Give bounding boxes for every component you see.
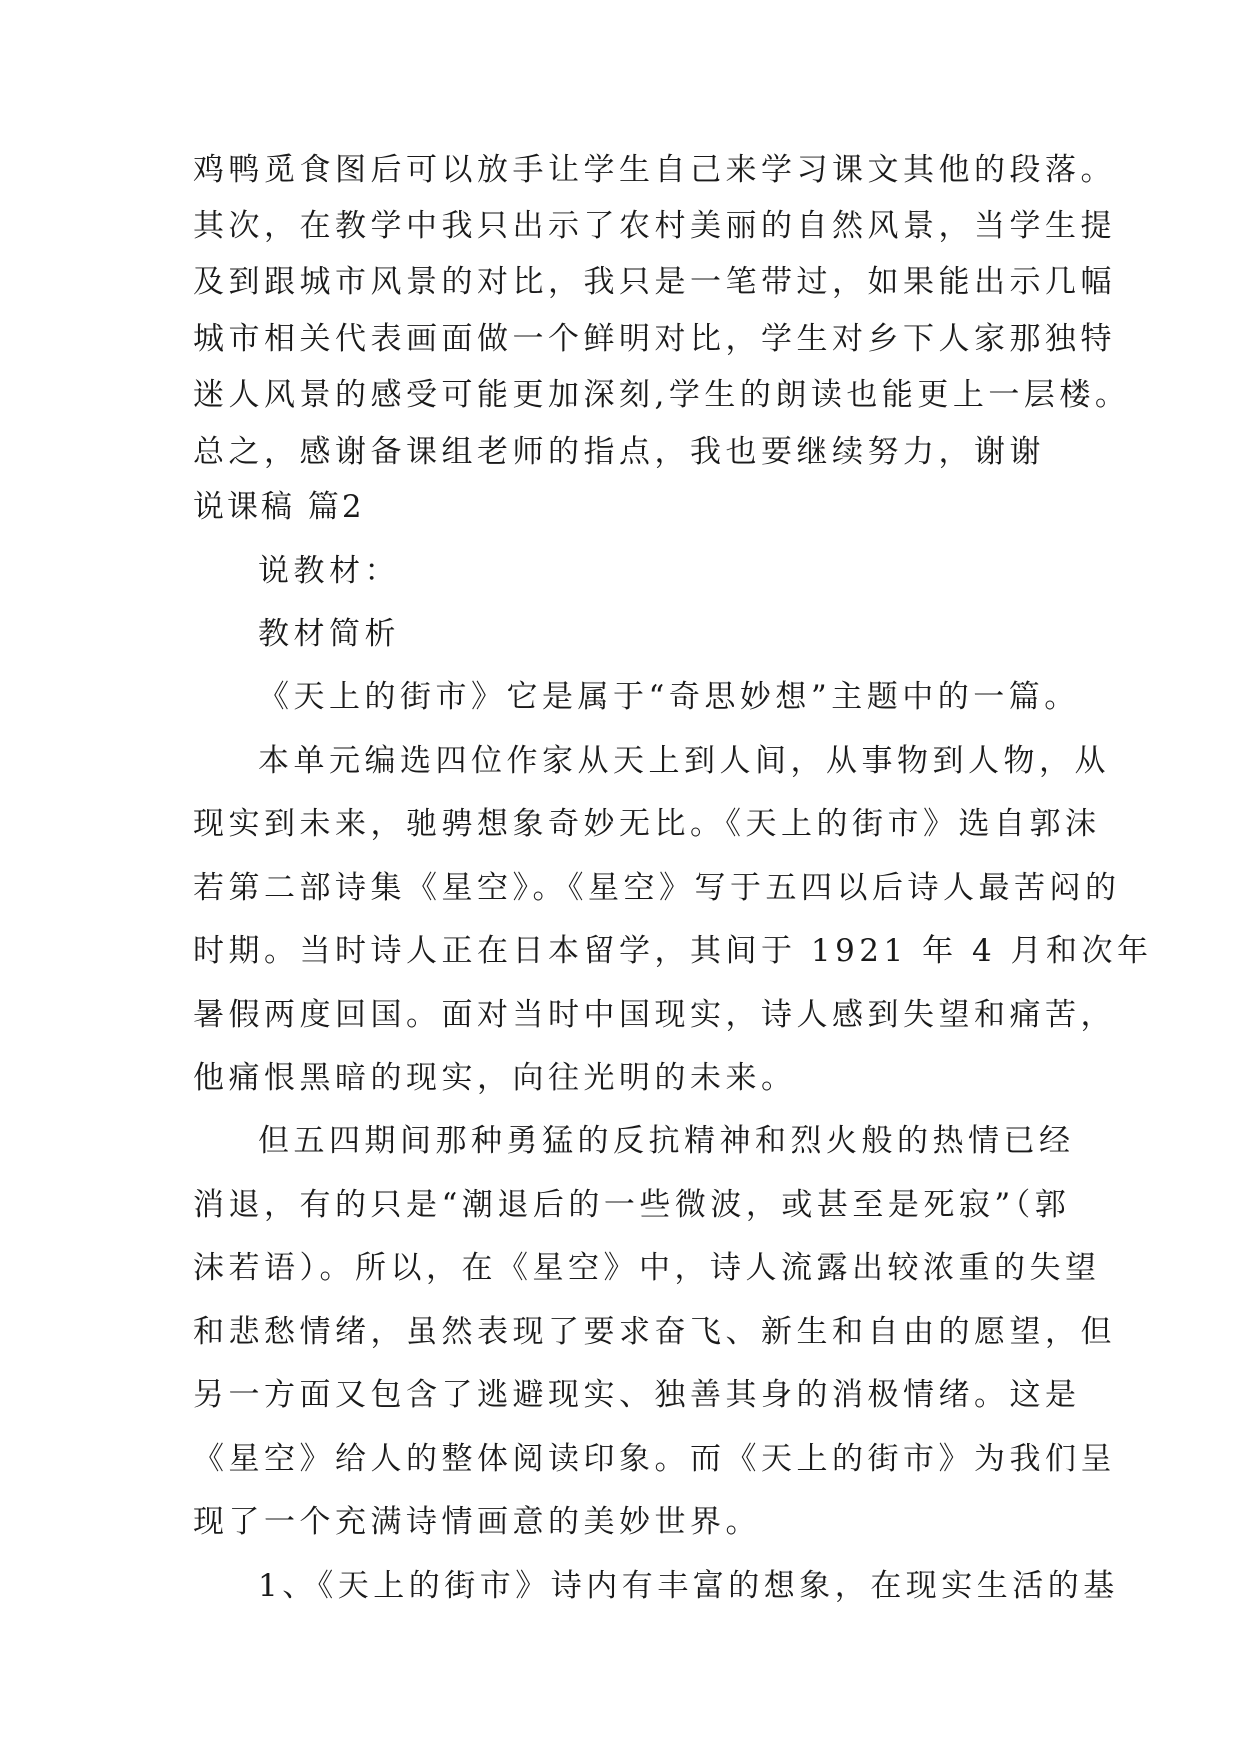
subheading: 说教材： (258, 553, 400, 589)
paragraph-line: 暑假两度回国。面对当时中国现实，诗人感到失望和痛苦， (193, 997, 1116, 1033)
paragraph-line: 总之，感谢备课组老师的指点，我也要继续努力，谢谢 (193, 434, 1045, 470)
paragraph-line: 鸡鸭觅食图后可以放手让学生自己来学习课文其他的段落。 (193, 152, 1116, 188)
paragraph-line: 现实到未来，驰骋想象奇妙无比。《天上的街市》选自郭沫 (193, 806, 1101, 842)
paragraph-line: 现了一个充满诗情画意的美妙世界。 (193, 1504, 761, 1540)
paragraph-line: 消退，有的只是“潮退后的一些微波，或甚至是死寂”（郭 (193, 1187, 1071, 1223)
paragraph-line: 他痛恨黑暗的现实，向往光明的未来。 (193, 1060, 797, 1096)
paragraph-line: 《星空》给人的整体阅读印象。而《天上的街市》为我们呈 (193, 1441, 1116, 1477)
paragraph-line: 但五四期间那种勇猛的反抗精神和烈火般的热情已经 (258, 1123, 1075, 1159)
paragraph-line: 城市相关代表画面做一个鲜明对比，学生对乡下人家那独特 (193, 321, 1116, 357)
paragraph-line: 1、《天上的街市》诗内有丰富的想象，在现实生活的基 (258, 1568, 1119, 1604)
paragraph-line: 其次，在教学中我只出示了农村美丽的自然风景，当学生提 (193, 208, 1116, 244)
section-heading: 说课稿 篇2 (193, 489, 365, 525)
paragraph-line: 本单元编选四位作家从天上到人间，从事物到人物，从 (258, 743, 1110, 779)
paragraph-line: 《天上的街市》它是属于“奇思妙想”主题中的一篇。 (258, 679, 1080, 715)
paragraph-line: 沫若语）。所以，在《星空》中，诗人流露出较浓重的失望 (193, 1250, 1101, 1286)
paragraph-line: 另一方面又包含了逃避现实、独善其身的消极情绪。这是 (193, 1377, 1081, 1413)
paragraph-line: 及到跟城市风景的对比，我只是一笔带过，如果能出示几幅 (193, 264, 1116, 300)
paragraph-line: 迷人风景的感受可能更加深刻,学生的朗读也能更上一层楼。 (193, 377, 1131, 413)
paragraph-line: 时期。当时诗人正在日本留学，其间于 1921 年 4 月和次年 (193, 933, 1153, 969)
subheading: 教材简析 (258, 616, 400, 652)
paragraph-line: 和悲愁情绪，虽然表现了要求奋飞、新生和自由的愿望，但 (193, 1314, 1116, 1350)
paragraph-line: 若第二部诗集《星空》。《星空》写于五四以后诗人最苦闷的 (193, 870, 1121, 906)
